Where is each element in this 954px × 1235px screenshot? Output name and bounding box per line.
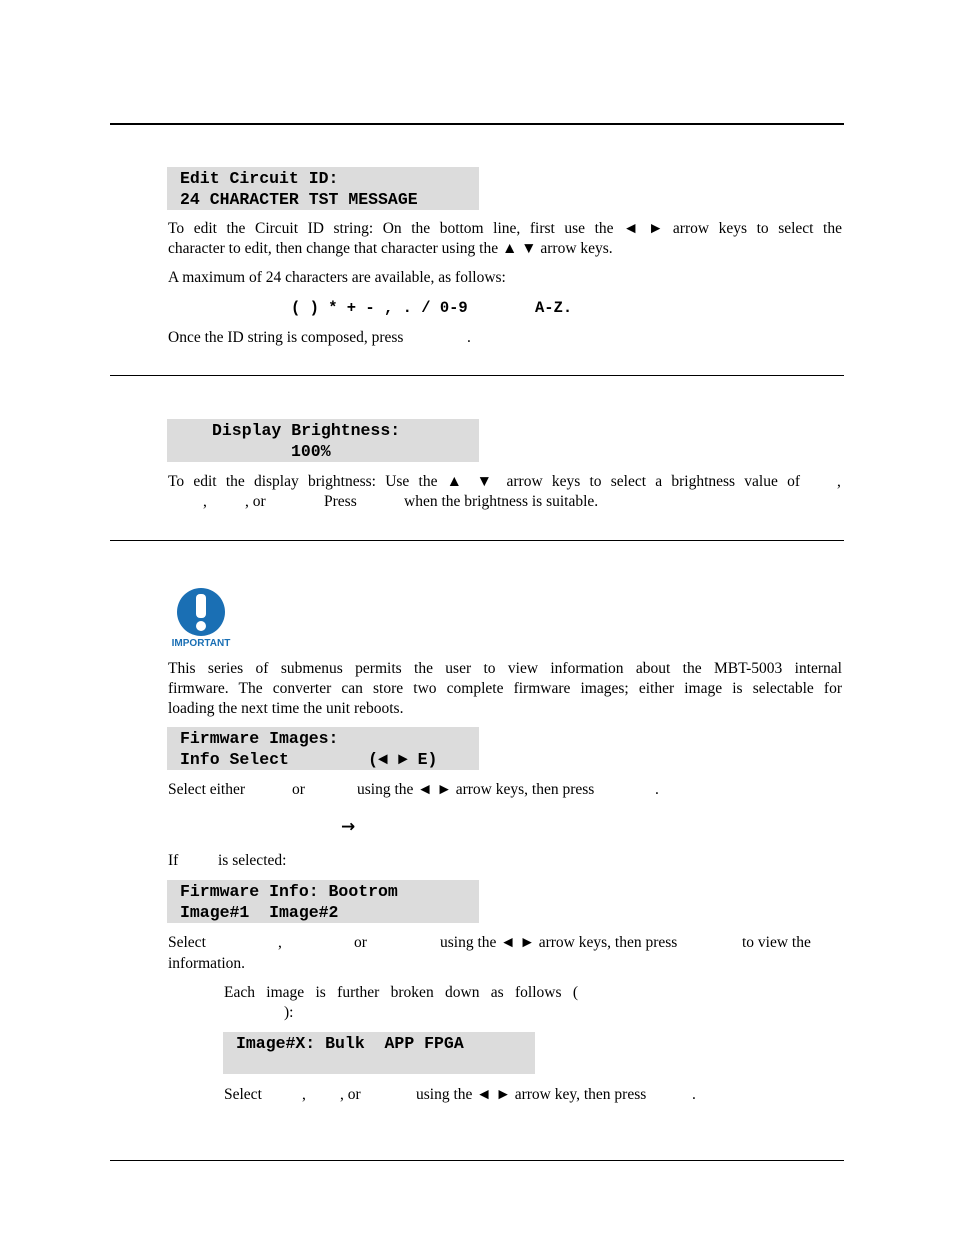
lcd-line-1: Edit Circuit ID: — [180, 169, 339, 188]
footer-rule — [110, 1160, 844, 1161]
lcd-line-2: 24 CHARACTER TST MESSAGE — [180, 190, 418, 209]
important-label: IMPORTANT — [171, 638, 231, 648]
section-rule — [110, 540, 844, 541]
lcd-line-1: Image#X: Bulk APP FPGA — [236, 1034, 464, 1053]
lcd-firmware-images — [167, 727, 479, 770]
lcd-line-1: Firmware Images: — [180, 729, 339, 748]
lcd-edit-circuit-id — [167, 167, 479, 210]
lcd-line-1: Display Brightness: — [212, 421, 401, 440]
lcd-firmware-info — [167, 880, 479, 923]
lcd-line-2: Info Select (◄ ► E) — [180, 750, 438, 769]
right-arrow-icon: → — [341, 817, 356, 837]
lcd-line-2: 100% — [291, 442, 331, 461]
max-characters-text: A maximum of 24 characters are available, as follows: — [168, 269, 506, 286]
allowed-chars-symbols: ( ) * + - , . / 0-9 — [291, 299, 468, 317]
allowed-chars-letters: A-Z. — [535, 299, 573, 317]
lcd-display-brightness — [167, 419, 479, 462]
important-icon — [168, 588, 234, 648]
section-rule — [110, 375, 844, 376]
lcd-line-1: Firmware Info: Bootrom — [180, 882, 398, 901]
header-rule — [110, 123, 844, 125]
firmware-intro: This series of submenus permits the user to view information about the MBT-5003 internal firmware. The converter can store two complete firmware images; either image is selectable for loading the next time the unit reboots. — [168, 660, 842, 717]
compose-text: Once the ID string is composed, press — [168, 329, 404, 346]
lcd-image-breakdown — [223, 1032, 535, 1074]
lcd-line-2: Image#1 Image#2 — [180, 903, 339, 922]
circuit-id-instructions: To edit the Circuit ID string: On the bottom line, first use the ◄ ► arrow keys to select the character to edit, then change that character using the ▲ ▼ arrow keys. — [168, 220, 842, 257]
compose-text-end: . — [467, 329, 471, 346]
brightness-instructions-1: To edit the display brightness: Use the ▲ ▼ arrow keys to select a brightness value of , — [168, 473, 841, 490]
